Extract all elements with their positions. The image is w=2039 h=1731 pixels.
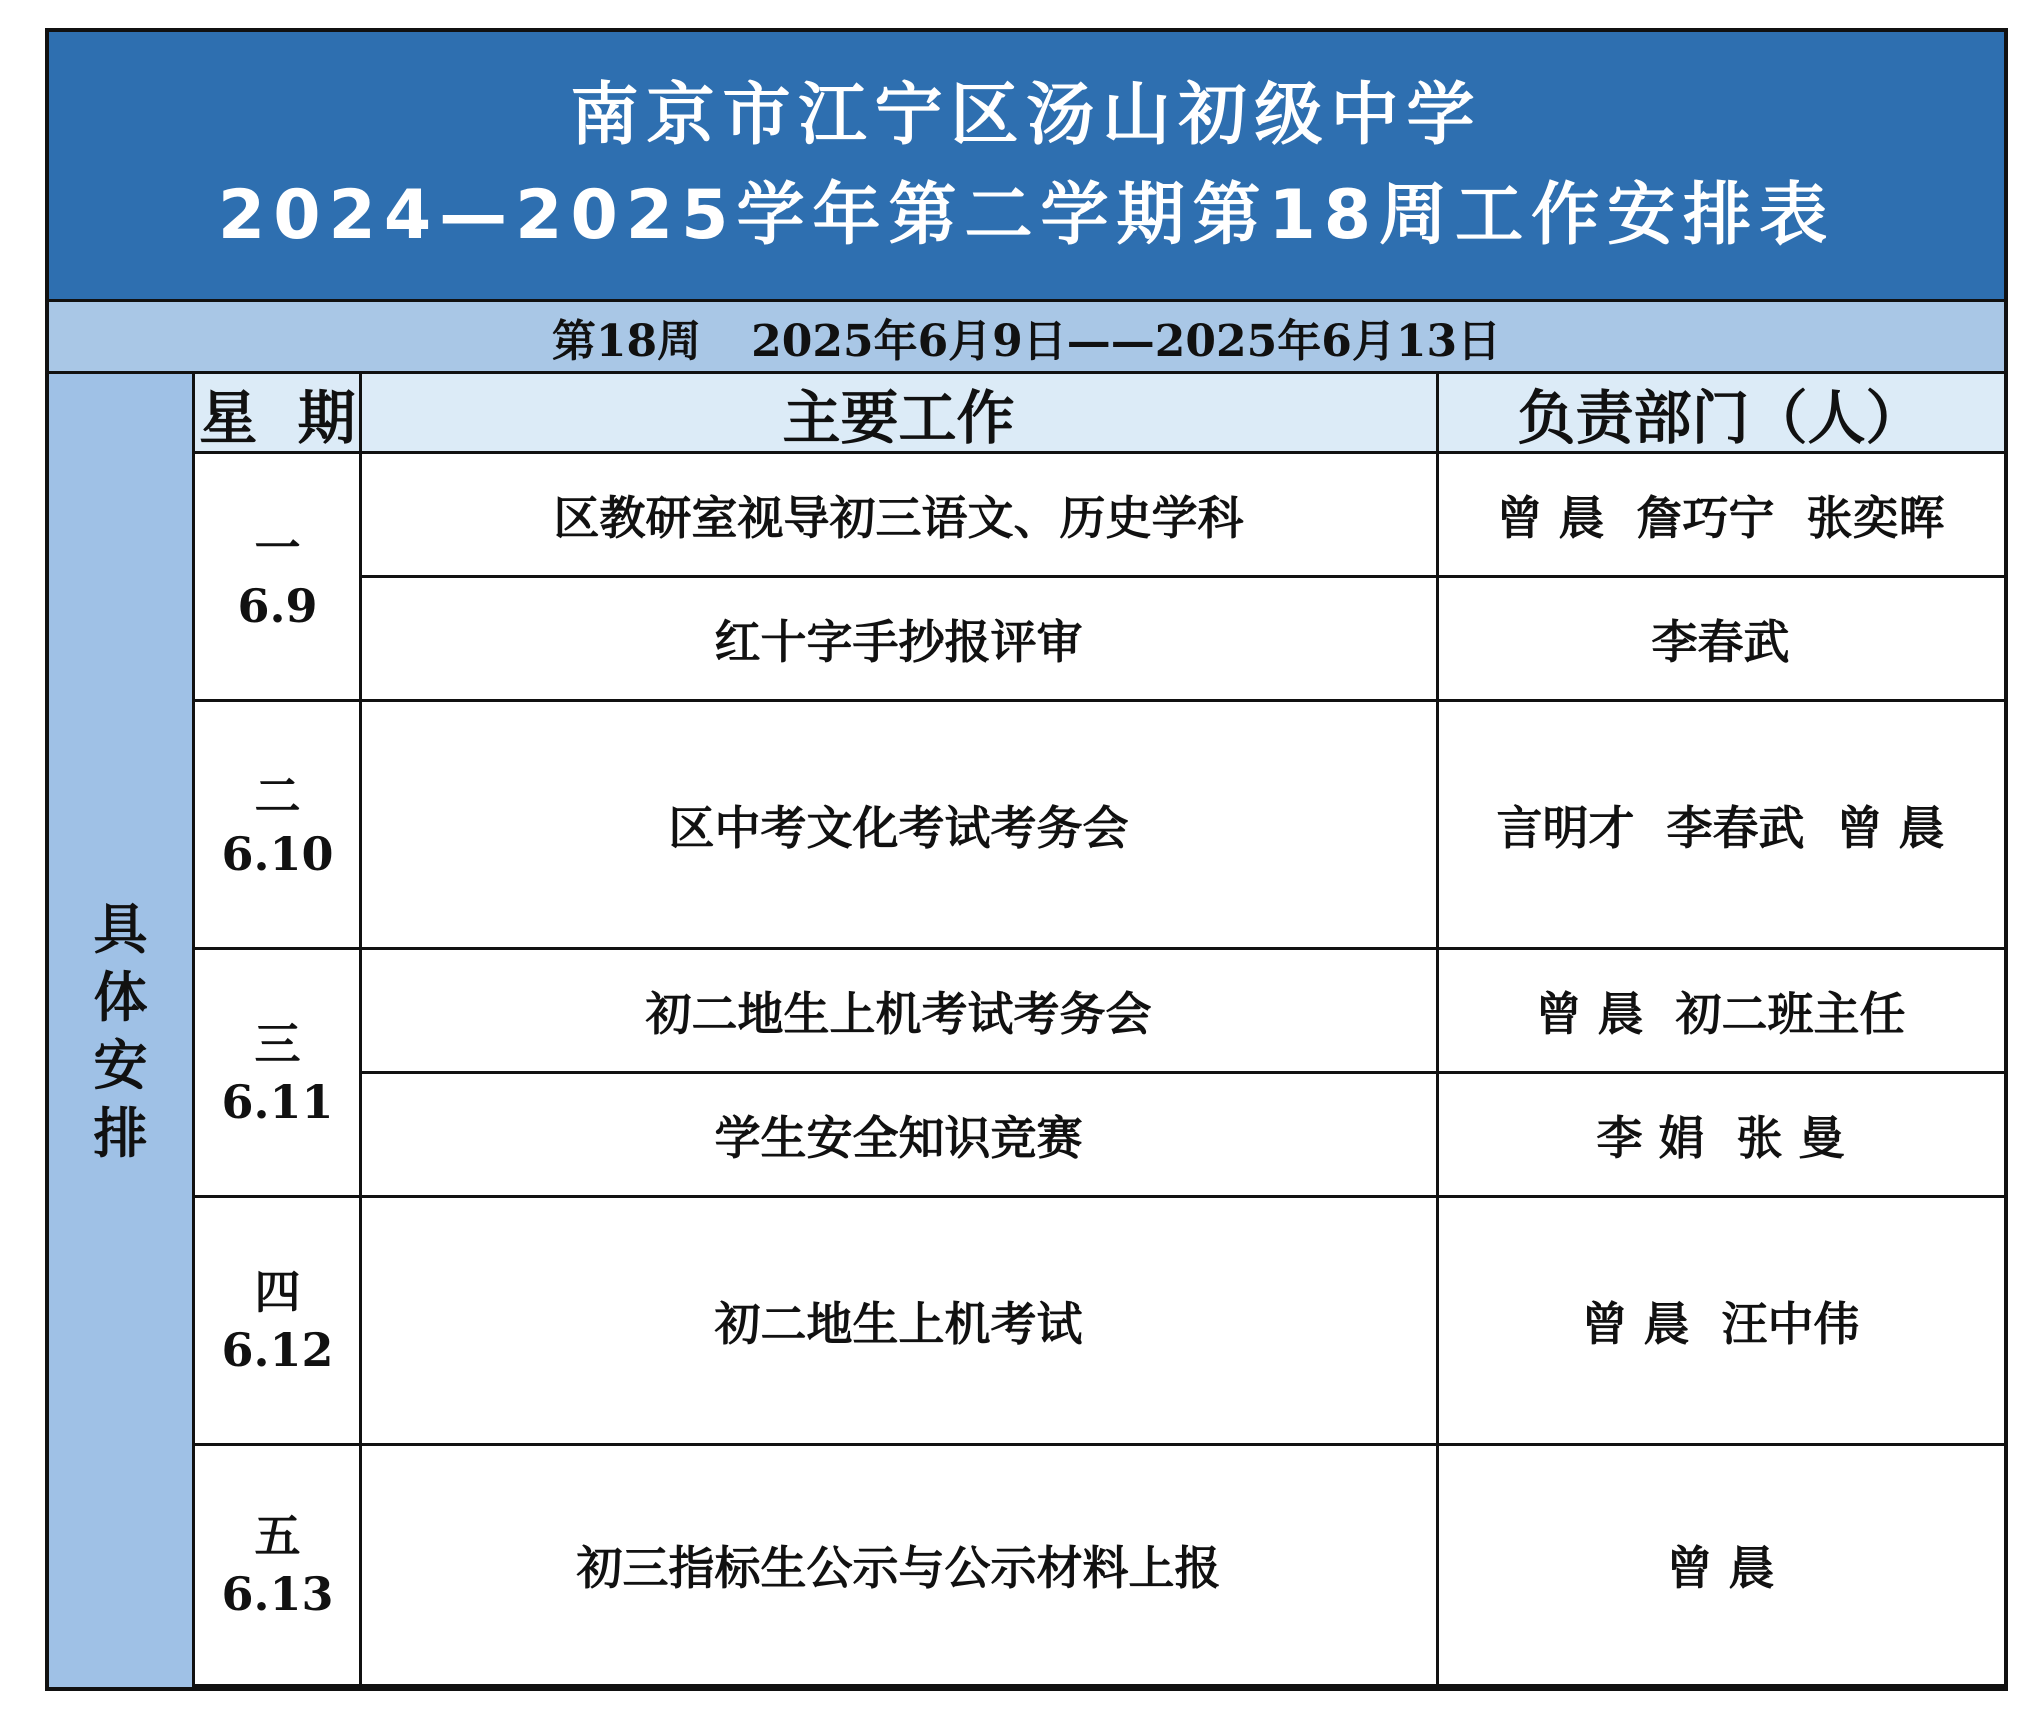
responsible-person: 曾 晨 bbox=[1437, 1446, 2004, 1687]
responsible-person: 李春武 bbox=[1437, 578, 2004, 702]
day-cell bbox=[195, 950, 360, 1198]
work-item: 学生安全知识竞赛 bbox=[360, 1074, 1437, 1198]
weekday-label: 五 bbox=[254, 1509, 301, 1563]
work-item: 初三指标生公示与公示材料上报 bbox=[360, 1446, 1437, 1687]
day-cell bbox=[195, 454, 360, 702]
day-cell bbox=[195, 702, 360, 950]
day-cell bbox=[195, 1198, 360, 1446]
weekday-label: 一 bbox=[254, 520, 301, 575]
side-label bbox=[91, 895, 151, 1167]
work-item: 红十字手抄报评审 bbox=[360, 578, 1437, 702]
responsible-person: 曾 晨 汪中伟 bbox=[1437, 1198, 2004, 1446]
work-item: 初二地生上机考试 bbox=[360, 1198, 1437, 1446]
responsible-person: 李 娟 张 曼 bbox=[1437, 1074, 2004, 1198]
schedule-title: 2024—2025学年第二学期第18周工作安排表 bbox=[217, 175, 1836, 255]
work-item: 区教研室视导初三语文、历史学科 bbox=[360, 454, 1437, 578]
side-label-char: 安 bbox=[93, 1032, 148, 1097]
responsible-person: 曾 晨 詹巧宁 张奕晖 bbox=[1437, 454, 2004, 578]
date-label: 6.10 bbox=[221, 826, 334, 881]
date-range: 2025年6月9日——2025年6月13日 bbox=[751, 315, 1502, 367]
work-item: 区中考文化考试考务会 bbox=[360, 702, 1437, 950]
responsible-person: 言明才 李春武 曾 晨 bbox=[1437, 702, 2004, 950]
side-label-char: 具 bbox=[93, 896, 148, 961]
week-number: 第18周 bbox=[551, 315, 702, 367]
date-label: 6.11 bbox=[221, 1074, 334, 1129]
schedule-table bbox=[195, 374, 2004, 1687]
week-range-bar bbox=[49, 302, 2004, 374]
column-divider bbox=[1436, 374, 1439, 1687]
weekday-label: 四 bbox=[254, 1264, 301, 1319]
column-header-day: 星 期 bbox=[195, 374, 360, 454]
column-header-work: 主要工作 bbox=[360, 374, 1437, 454]
side-label-column bbox=[49, 374, 195, 1687]
title-banner bbox=[49, 32, 2004, 302]
date-label: 6.9 bbox=[237, 578, 318, 633]
side-label-char: 体 bbox=[93, 964, 148, 1029]
side-label-char: 排 bbox=[93, 1100, 148, 1165]
date-label: 6.13 bbox=[221, 1567, 334, 1621]
column-header-responsible: 负责部门（人） bbox=[1437, 374, 2004, 454]
day-cell bbox=[195, 1446, 360, 1687]
date-label: 6.12 bbox=[221, 1322, 334, 1377]
work-item: 初二地生上机考试考务会 bbox=[360, 950, 1437, 1074]
school-name: 南京市江宁区汤山初级中学 bbox=[570, 75, 1483, 155]
column-divider bbox=[359, 374, 362, 1687]
weekday-label: 二 bbox=[254, 768, 301, 823]
weekday-label: 三 bbox=[254, 1016, 301, 1071]
responsible-person: 曾 晨 初二班主任 bbox=[1437, 950, 2004, 1074]
schedule-sheet bbox=[45, 28, 2008, 1691]
